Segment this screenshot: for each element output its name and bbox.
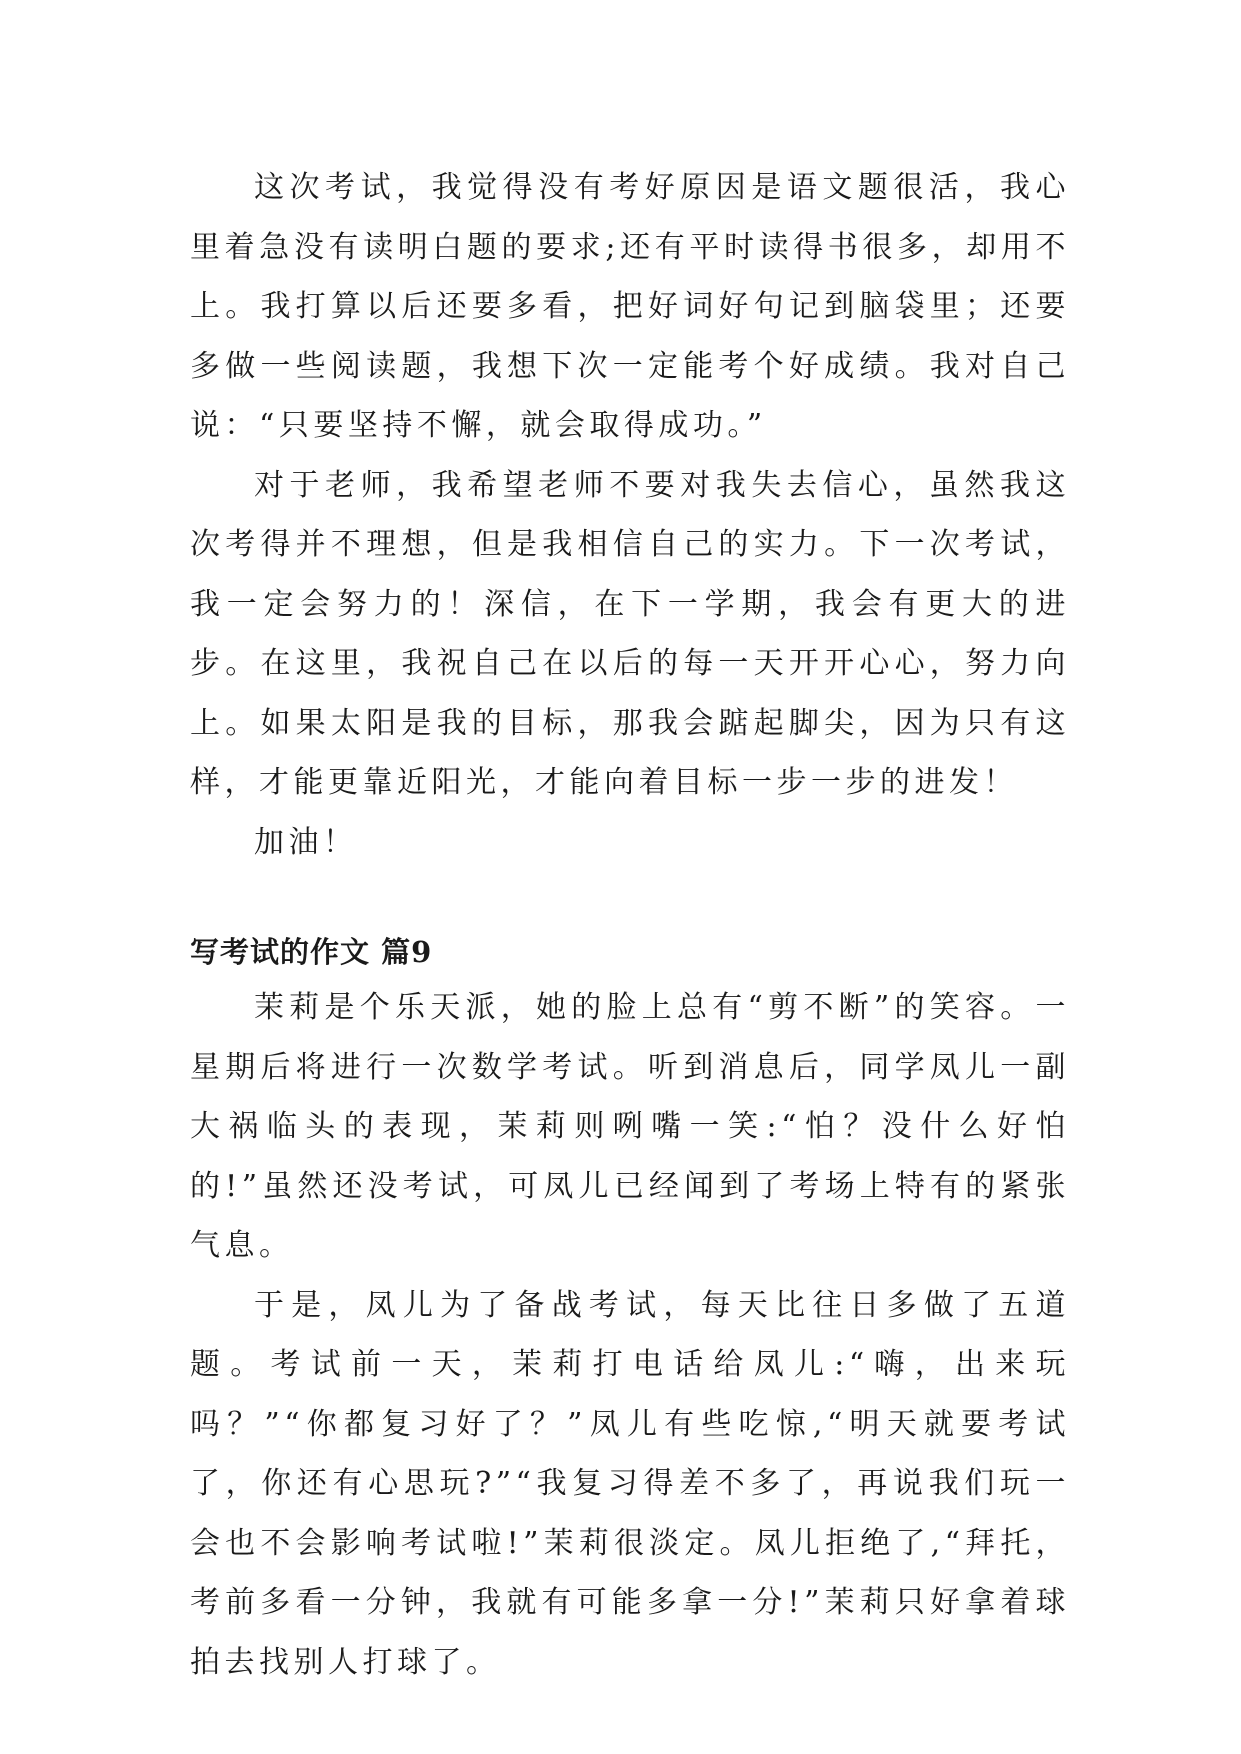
body-paragraph: 对于老师，我希望老师不要对我失去信心，虽然我这次考得并不理想，但是我相信自己的实力。下一次考试，我一定会努力的！深信，在下一学期，我会有更大的进步。在这里，我祝自己在以后的每一天开开心心，努力向上。如果太阳是我的目标，那我会踮起脚尖，因为只有这样，才能更靠近阳光，才能向着目标一步一步的进发！ <box>190 467 1070 800</box>
document-page <box>190 158 1070 1692</box>
section-heading: 写考试的作文 篇9 <box>190 935 433 969</box>
body-paragraph: 这次考试，我觉得没有考好原因是语文题很活，我心里着急没有读明白题的要求;还有平时读得书很多，却用不上。我打算以后还要多看，把好词好句记到脑袋里；还要多做一些阅读题，我想下次一定能考个好成绩。我对自己说：“只要坚持不懈，就会取得成功。” <box>190 170 1070 443</box>
body-paragraph: 于是，凤儿为了备战考试，每天比往日多做了五道题。考试前一天，茉莉打电话给凤儿:“嗨，出来玩吗？”“你都复习好了？”凤儿有些吃惊,“明天就要考试了，你还有心思玩?”“我复习得差不多了，再说我们玩一会也不会影响考试啦!”茉莉很淡定。凤儿拒绝了,“拜托，考前多看一分钟，我就有可能多拿一分!”茉莉只好拿着球拍去找别人打球了。 <box>190 1287 1070 1680</box>
body-paragraph: 加油！ <box>254 824 358 860</box>
body-paragraph: 茉莉是个乐天派，她的脸上总有“剪不断”的笑容。一星期后将进行一次数学考试。听到消息后，同学凤儿一副大祸临头的表现，茉莉则咧嘴一笑:“怕？没什么好怕的!”虽然还没考试，可凤儿已经闻到了考场上特有的紧张气息。 <box>190 990 1070 1263</box>
